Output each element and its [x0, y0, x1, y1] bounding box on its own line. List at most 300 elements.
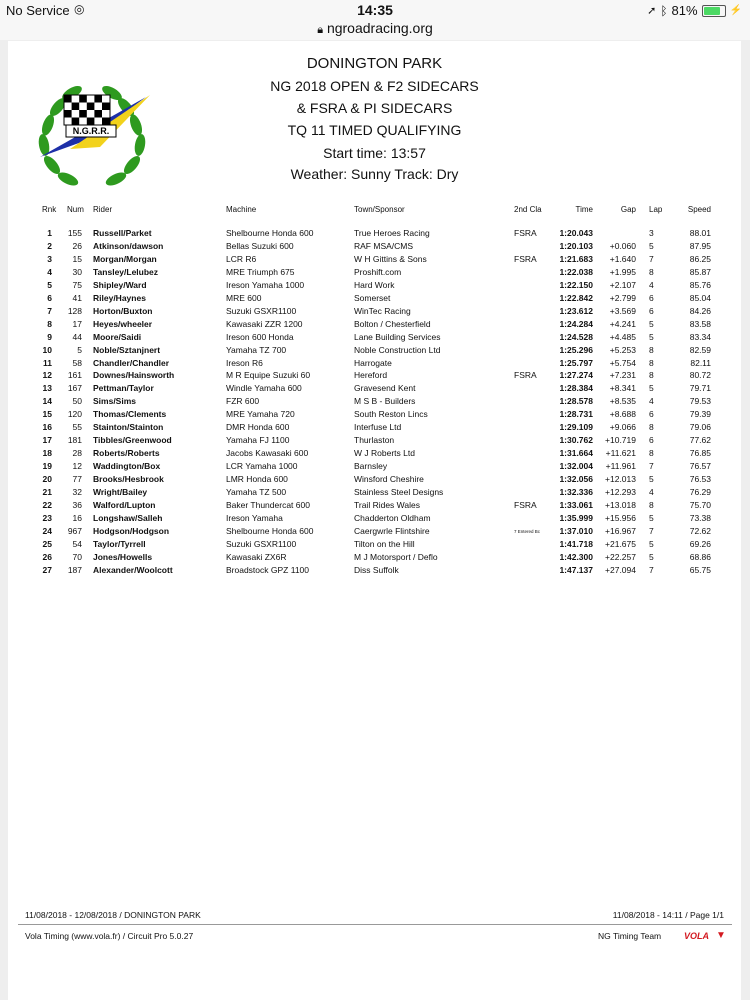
cell-lap: 6 [649, 305, 654, 316]
cell-speed: 85.87 [689, 266, 711, 277]
cell-num: 12 [72, 461, 82, 472]
table-row [8, 565, 741, 577]
table-row [8, 396, 741, 408]
cell-speed: 88.01 [689, 228, 711, 238]
cell-lap: 5 [649, 538, 654, 549]
table-row [8, 332, 741, 344]
cell-town: Hard Work [354, 279, 395, 290]
cell-speed: 69.26 [689, 538, 711, 549]
cell-time: 1:30.762 [559, 435, 593, 446]
event-title: DONINGTON PARK [306, 55, 443, 72]
cell-town: Barnsley [354, 461, 388, 472]
table-row [8, 409, 741, 421]
cell-machine: DMR Honda 600 [226, 422, 290, 433]
cell-gap: +11.961 [605, 461, 636, 472]
cell-town: Trail Rides Wales [354, 499, 420, 510]
table-header [8, 205, 741, 217]
footer-page-info: 11/08/2018 - 14:11 / Page 1/1 [612, 910, 724, 920]
table-row [8, 241, 741, 253]
cell-gap: +5.754 [609, 357, 636, 368]
vola-logo: VOLA [684, 931, 710, 941]
cell-lap: 4 [649, 396, 654, 407]
cell-rider: Hodgson/Hodgson [93, 525, 170, 536]
cell-rider: Tibbles/Greenwood [93, 435, 172, 446]
cell-rider: Noble/Sztanjnert [93, 344, 161, 355]
col-machine: Machine [226, 205, 257, 214]
cell-class2: FSRA [514, 370, 537, 381]
cell-rider: Moore/Saidi [93, 331, 142, 342]
cell-lap: 7 [649, 525, 654, 536]
cell-gap: +8.341 [609, 383, 636, 394]
cell-machine: Yamaha FJ 1100 [226, 435, 290, 446]
cell-rnk: 1 [47, 228, 52, 238]
cell-time: 1:25.797 [559, 357, 593, 368]
cell-machine: Broadstock GPZ 1100 [226, 564, 309, 575]
carrier-label: No Service [6, 3, 70, 18]
cell-rider: Downes/Hainsworth [93, 370, 175, 381]
table-row [8, 487, 741, 499]
cell-rnk: 9 [47, 331, 52, 342]
cell-num: 77 [72, 474, 82, 485]
cell-lap: 8 [649, 266, 654, 277]
table-row [8, 526, 741, 538]
cell-rnk: 10 [42, 344, 52, 355]
cell-machine: Suzuki GSXR1100 [226, 305, 297, 316]
cell-lap: 8 [649, 499, 654, 510]
address-bar[interactable] [0, 20, 750, 40]
table-row [8, 448, 741, 460]
cell-town: M J Motorsport / Deflo [354, 551, 438, 562]
cell-rider: Sims/Sims [93, 396, 136, 407]
cell-machine: Yamaha TZ 500 [226, 487, 287, 497]
cell-lap: 6 [649, 409, 654, 420]
cell-speed: 80.72 [689, 370, 711, 381]
cell-town: Bolton / Chesterfield [354, 318, 431, 329]
cell-machine: M R Equipe Suzuki 60 [226, 370, 311, 381]
cell-gap: +22.257 [605, 551, 636, 562]
cell-speed: 65.75 [689, 564, 711, 575]
cell-num: 16 [72, 512, 82, 523]
cell-rider: Tansley/Lelubez [93, 266, 159, 277]
cell-lap: 6 [649, 292, 654, 303]
cell-machine: MRE 600 [226, 292, 262, 303]
cell-num: 5 [77, 344, 82, 355]
cell-rider: Atkinson/dawson [93, 240, 164, 251]
cell-speed: 79.53 [689, 396, 711, 407]
table-row [8, 474, 741, 486]
cell-num: 17 [72, 318, 82, 329]
cell-town: W H Gittins & Sons [354, 253, 427, 264]
cell-rnk: 3 [47, 253, 52, 264]
cell-time: 1:21.683 [559, 253, 593, 264]
cell-time: 1:25.296 [559, 344, 593, 355]
cell-time: 1:28.578 [559, 396, 593, 407]
cell-machine: Jacobs Kawasaki 600 [226, 448, 309, 459]
cell-lap: 4 [649, 279, 654, 290]
cell-time: 1:24.528 [559, 331, 593, 342]
cell-lap: 7 [649, 564, 654, 575]
cell-rider: Longshaw/Salleh [93, 512, 163, 523]
cell-gap: +0.060 [609, 240, 636, 251]
cell-machine: Ireson R6 [226, 357, 263, 368]
cell-machine: MRE Yamaha 720 [226, 409, 295, 420]
cell-class2: FSRA [514, 253, 537, 264]
cell-town: RAF MSA/CMS [354, 240, 414, 251]
cell-town: Interfuse Ltd [354, 422, 402, 433]
table-row [8, 513, 741, 525]
conditions: Weather: Sunny Track: Dry [290, 166, 459, 182]
cell-machine: Shelbourne Honda 600 [226, 525, 314, 536]
table-row [8, 422, 741, 434]
cell-machine: Bellas Suzuki 600 [226, 240, 294, 251]
cell-machine: Windle Yamaha 600 [226, 383, 302, 394]
cell-lap: 6 [649, 435, 654, 446]
cell-rider: Riley/Haynes [93, 292, 146, 303]
cell-gap: +2.799 [609, 292, 636, 303]
cell-lap: 5 [649, 318, 654, 329]
cell-num: 120 [67, 409, 82, 420]
cell-time: 1:37.010 [559, 525, 593, 536]
table-row [8, 435, 741, 447]
cell-machine: Ireson Yamaha [226, 512, 283, 523]
race-title-line-2: & FSRA & PI SIDECARS [296, 100, 453, 116]
status-bar [0, 0, 750, 20]
cell-gap: +8.688 [609, 409, 636, 420]
cell-town: Tilton on the Hill [354, 538, 415, 549]
cell-num: 28 [72, 448, 82, 459]
cell-lap: 5 [649, 240, 654, 251]
cell-num: 75 [72, 279, 82, 290]
cell-rnk: 11 [43, 357, 52, 368]
cell-lap: 8 [649, 370, 654, 381]
cell-rnk: 4 [47, 266, 52, 277]
cell-gap: +9.066 [609, 422, 636, 433]
cell-time: 1:32.004 [559, 461, 593, 472]
cell-speed: 87.95 [689, 240, 711, 251]
cell-lap: 5 [649, 474, 654, 485]
cell-time: 1:22.038 [559, 266, 593, 277]
cell-rnk: 25 [42, 538, 52, 549]
cell-town: M S B - Builders [354, 396, 416, 407]
cell-gap: +4.241 [609, 318, 636, 329]
cell-rnk: 20 [42, 474, 52, 485]
cell-machine: LCR Yamaha 1000 [226, 461, 298, 472]
cell-rnk: 13 [42, 383, 52, 394]
cell-num: 41 [72, 292, 82, 303]
cell-rnk: 21 [42, 487, 52, 497]
col-rider: Rider [93, 205, 113, 214]
cell-gap: +13.018 [605, 499, 636, 510]
cell-rnk: 8 [47, 318, 52, 329]
cell-lap: 3 [649, 228, 654, 238]
charging-icon: ⚡ [729, 5, 742, 16]
cell-num: 54 [72, 538, 82, 549]
cell-speed: 79.39 [689, 409, 711, 420]
cell-time: 1:47.137 [559, 564, 593, 575]
cell-lap: 7 [649, 253, 654, 264]
cell-lap: 5 [649, 331, 654, 342]
cell-rider: Walford/Lupton [93, 499, 156, 510]
cell-rnk: 27 [42, 564, 52, 575]
footer-software: Vola Timing (www.vola.fr) / Circuit Pro 5.0.27 [25, 931, 194, 941]
cell-gap: +11.621 [605, 448, 636, 459]
cell-gap: +8.535 [609, 396, 636, 407]
cell-speed: 76.53 [689, 474, 711, 485]
cell-rnk: 16 [42, 422, 52, 433]
cell-town: Gravesend Kent [354, 383, 416, 394]
cell-time: 1:24.284 [559, 318, 593, 329]
cell-speed: 84.26 [689, 305, 711, 316]
cell-speed: 73.38 [689, 512, 711, 523]
clock: 14:35 [357, 2, 393, 18]
cell-lap: 8 [649, 422, 654, 433]
cell-rider: Heyes/wheeler [93, 318, 153, 329]
cell-machine: LCR R6 [226, 253, 257, 264]
cell-gap: +4.485 [609, 331, 636, 342]
cell-rider: Shipley/Ward [93, 279, 147, 290]
cell-town: Winsford Cheshire [354, 474, 424, 485]
cell-rider: Horton/Buxton [93, 305, 153, 316]
footer-date-venue: 11/08/2018 - 12/08/2018 / DONINGTON PARK [25, 910, 201, 920]
cell-rnk: 23 [42, 512, 52, 523]
table-row [8, 358, 741, 370]
cell-rider: Wright/Bailey [93, 487, 148, 497]
cell-gap: +27.094 [605, 564, 636, 575]
logo-text: N.G.R.R. [72, 126, 110, 136]
cell-time: 1:35.999 [559, 512, 593, 523]
cell-speed: 76.57 [689, 461, 711, 472]
cell-machine: Ireson Yamaha 1000 [226, 279, 305, 290]
cell-time: 1:32.056 [559, 474, 593, 485]
cell-speed: 72.62 [689, 525, 711, 536]
cell-speed: 82.11 [690, 357, 711, 368]
cell-rnk: 14 [42, 396, 52, 407]
cell-lap: 8 [649, 448, 654, 459]
cell-time: 1:27.274 [559, 370, 593, 381]
cell-speed: 79.71 [689, 383, 711, 394]
cell-rnk: 7 [47, 305, 52, 316]
table-row [8, 370, 741, 382]
cell-time: 1:41.718 [559, 538, 593, 549]
cell-class2: FSRA [514, 228, 537, 238]
wifi-icon: ◎ [74, 2, 85, 16]
results-page [8, 41, 741, 1000]
cell-num: 181 [67, 435, 82, 446]
table-row [8, 254, 741, 266]
cell-town: South Reston Lincs [354, 409, 428, 420]
cell-num: 44 [72, 331, 82, 342]
cell-gap: +15.956 [605, 512, 636, 523]
cell-machine: Shelbourne Honda 600 [226, 228, 314, 238]
cell-speed: 76.85 [689, 448, 711, 459]
cell-num: 58 [72, 357, 82, 368]
col-town: Town/Sponsor [354, 205, 405, 214]
cell-town: True Heroes Racing [354, 228, 430, 238]
table-row [8, 500, 741, 512]
table-row [8, 293, 741, 305]
cell-rider: Chandler/Chandler [93, 357, 170, 368]
cell-town: Noble Construction Ltd [354, 344, 441, 355]
cell-lap: 8 [649, 357, 654, 368]
cell-num: 128 [67, 305, 82, 316]
cell-gap: +1.995 [609, 266, 636, 277]
cell-rnk: 18 [42, 448, 52, 459]
cell-gap: +1.640 [609, 253, 636, 264]
cell-time: 1:22.150 [559, 279, 593, 290]
cell-num: 187 [67, 564, 82, 575]
cell-rider: Thomas/Clements [93, 409, 167, 420]
cell-rider: Jones/Howells [93, 551, 153, 562]
cell-rider: Taylor/Tyrrell [93, 538, 146, 549]
cell-time: 1:22.842 [559, 292, 593, 303]
vola-chevron-icon: ▼ [716, 930, 726, 941]
cell-time: 1:32.336 [559, 487, 593, 497]
cell-class2: 7 Entered Bc [514, 528, 541, 534]
start-time: Start time: 13:57 [323, 145, 426, 161]
cell-machine: Baker Thundercat 600 [226, 499, 310, 510]
cell-speed: 75.70 [689, 499, 711, 510]
cell-rnk: 15 [42, 409, 52, 420]
cell-lap: 4 [649, 487, 654, 497]
cell-lap: 5 [649, 551, 654, 562]
cell-machine: LMR Honda 600 [226, 474, 288, 485]
table-row [8, 461, 741, 473]
cell-rider: Alexander/Woolcott [93, 564, 173, 575]
cell-num: 32 [72, 487, 82, 497]
cell-town: Stainless Steel Designs [354, 487, 444, 497]
cell-num: 155 [67, 228, 82, 238]
cell-rider: Stainton/Stainton [93, 422, 164, 433]
cell-rnk: 5 [47, 279, 52, 290]
col-speed: Speed [687, 205, 711, 214]
cell-gap: +7.231 [609, 370, 636, 381]
cell-gap: +2.107 [609, 279, 636, 290]
cell-town: Thurlaston [354, 435, 395, 446]
cell-rnk: 6 [47, 292, 52, 303]
cell-time: 1:28.384 [559, 383, 593, 394]
bluetooth-icon: ᛒ [660, 3, 668, 18]
cell-rnk: 2 [47, 240, 52, 251]
cell-gap: +12.013 [605, 474, 636, 485]
cell-town: Hereford [354, 370, 388, 381]
cell-town: Lane Building Services [354, 331, 441, 342]
table-row [8, 280, 741, 292]
cell-speed: 77.62 [689, 435, 711, 446]
cell-town: Somerset [354, 292, 391, 303]
cell-num: 50 [72, 396, 82, 407]
cell-class2: FSRA [514, 499, 537, 510]
battery-icon [702, 5, 726, 17]
cell-town: Harrogate [354, 357, 392, 368]
cell-num: 161 [67, 370, 82, 381]
cell-machine: Kawasaki ZZR 1200 [226, 318, 303, 329]
cell-rider: Russell/Parket [93, 228, 152, 238]
cell-speed: 85.04 [689, 292, 711, 303]
cell-speed: 68.86 [689, 551, 711, 562]
table-row [8, 383, 741, 395]
cell-gap: +5.253 [609, 344, 636, 355]
cell-num: 55 [72, 422, 82, 433]
col-num: Num [67, 205, 84, 214]
cell-rnk: 26 [42, 551, 52, 562]
cell-num: 967 [67, 525, 82, 536]
cell-machine: Suzuki GSXR1100 [226, 538, 297, 549]
cell-rider: Pettman/Taylor [93, 383, 154, 394]
cell-speed: 85.76 [689, 279, 711, 290]
cell-num: 26 [72, 240, 82, 251]
col-rnk: Rnk [42, 205, 57, 214]
location-icon: ➚ [647, 5, 657, 17]
cell-gap: +10.719 [605, 435, 636, 446]
cell-gap: +16.967 [605, 525, 636, 536]
cell-town: W J Roberts Ltd [354, 448, 415, 459]
cell-lap: 8 [649, 344, 654, 355]
col-time: Time [575, 205, 593, 214]
cell-town: Chadderton Oldham [354, 512, 431, 523]
table-row [8, 306, 741, 318]
cell-rider: Morgan/Morgan [93, 253, 157, 264]
cell-town: Proshift.com [354, 266, 402, 277]
cell-speed: 79.06 [689, 422, 711, 433]
table-row [8, 319, 741, 331]
cell-gap: +21.675 [605, 538, 636, 549]
cell-time: 1:42.300 [559, 551, 593, 562]
table-row [8, 345, 741, 357]
cell-town: Diss Suffolk [354, 564, 399, 575]
table-row [8, 267, 741, 279]
table-row [8, 552, 741, 564]
lock-icon: 🔒︎ [317, 24, 324, 36]
cell-rider: Brooks/Hesbrook [93, 474, 164, 485]
cell-machine: MRE Triumph 675 [226, 266, 295, 277]
battery-percent: 81% [671, 3, 698, 18]
cell-rnk: 19 [42, 461, 52, 472]
cell-machine: FZR 600 [226, 396, 260, 407]
cell-speed: 86.25 [689, 253, 711, 264]
cell-rider: Roberts/Roberts [93, 448, 160, 459]
cell-speed: 76.29 [689, 487, 711, 497]
cell-town: Caergwrle Flintshire [354, 525, 430, 536]
cell-time: 1:20.103 [559, 240, 593, 251]
cell-lap: 7 [649, 461, 654, 472]
cell-num: 30 [72, 266, 82, 277]
cell-num: 167 [67, 383, 82, 394]
url-text: ngroadracing.org [326, 20, 433, 36]
cell-num: 70 [72, 551, 82, 562]
cell-rider: Waddington/Box [93, 461, 161, 472]
footer-divider [18, 924, 732, 925]
table-row [8, 539, 741, 551]
cell-rnk: 12 [42, 370, 52, 381]
cell-machine: Yamaha TZ 700 [226, 344, 287, 355]
cell-rnk: 24 [42, 525, 52, 536]
cell-time: 1:29.109 [559, 422, 593, 433]
footer-team: NG Timing Team [598, 931, 662, 941]
col-2nd-class: 2nd Cla [514, 205, 542, 214]
race-title-line-1: NG 2018 OPEN & F2 SIDECARS [270, 78, 479, 94]
cell-time: 1:23.612 [559, 305, 593, 316]
cell-town: WinTec Racing [354, 305, 411, 316]
cell-speed: 83.34 [689, 331, 711, 342]
cell-lap: 5 [649, 383, 654, 394]
cell-time: 1:20.043 [559, 228, 593, 238]
cell-num: 36 [72, 499, 82, 510]
cell-speed: 83.58 [689, 318, 711, 329]
cell-machine: Ireson 600 Honda [226, 331, 294, 342]
cell-rnk: 17 [42, 435, 52, 446]
cell-rnk: 22 [42, 499, 52, 510]
cell-time: 1:28.731 [559, 409, 593, 420]
